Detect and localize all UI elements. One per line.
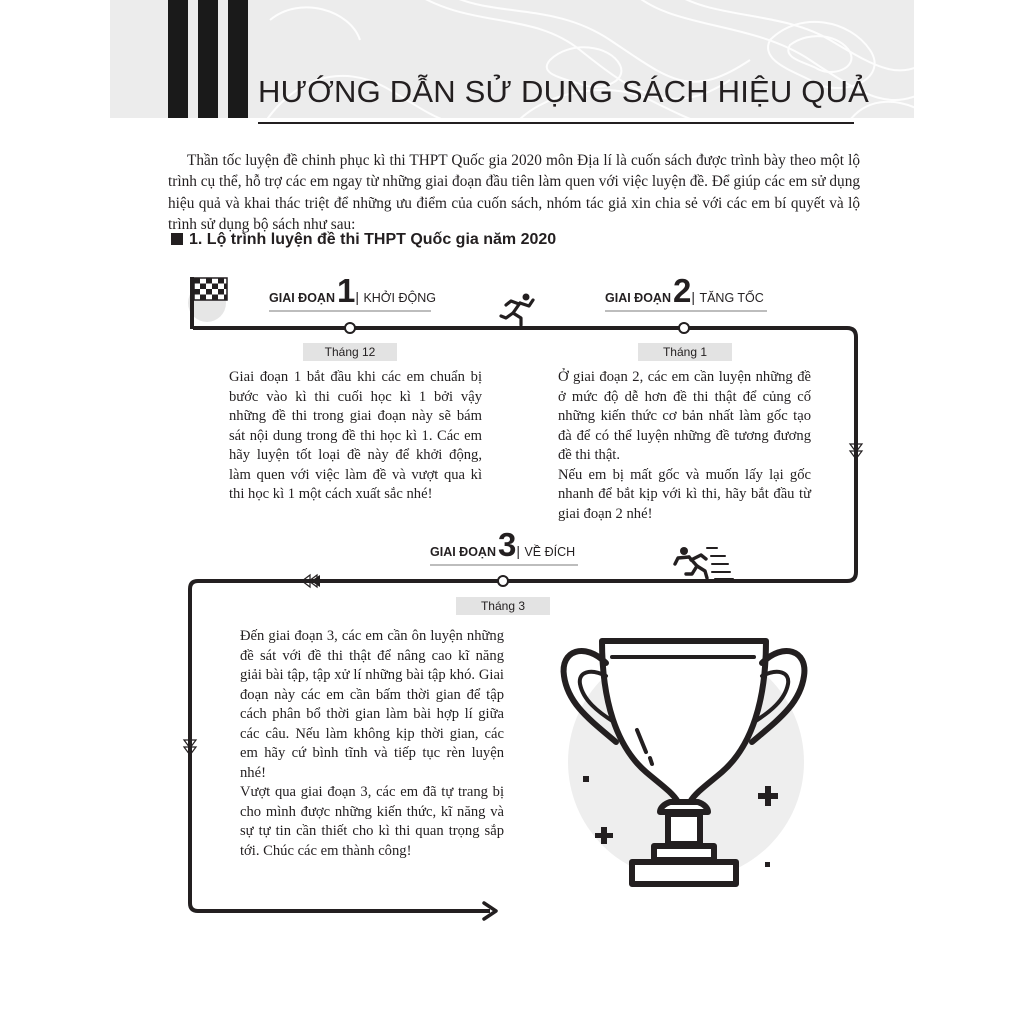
speed-lines-icon	[707, 548, 733, 579]
milestone-node	[345, 323, 355, 333]
sprinter-icon	[675, 547, 707, 578]
stage-name: KHỞI ĐỘNG	[363, 291, 436, 305]
stage-paragraph: Giai đoạn 1 bắt đầu khi các em chuẩn bị bước vào kì thi cuối học kì 1 bởi vậy những đề thi trong giai đoạn này sẽ bám sát nội dung trong đề thi học kì 1. Các em hãy luyện tốt loại đề này để khởi động, làm quen với việc làm đề và vượt qua kì thi học kì 1 một cách xuất sắc nhé!	[229, 369, 482, 502]
stage-label: GIAI ĐOẠN	[605, 291, 671, 305]
month-tag: Tháng 12	[303, 343, 397, 361]
stage-name: TĂNG TỐC	[699, 291, 764, 305]
page-title: HƯỚNG DẪN SỬ DỤNG SÁCH HIỆU QUẢ	[258, 74, 870, 109]
month-tag: Tháng 1	[638, 343, 732, 361]
stage-label: GIAI ĐOẠN	[430, 545, 496, 559]
stage-paragraph: Ở giai đoạn 2, các em cần luyện những đề ở mức độ dễ hơn đề thi thật để củng cố những kiến thức cơ bản nhất làm gốc tạo đà để có thể luyện những đề tương đương đề thi thật.	[558, 369, 811, 463]
stage-underline	[430, 564, 578, 566]
stage-3-description	[240, 627, 504, 861]
runner-icon	[501, 294, 533, 326]
stage-separator: |	[691, 289, 695, 305]
stage-number: 1	[336, 272, 356, 309]
stage-underline	[269, 310, 431, 312]
milestone-node	[498, 576, 508, 586]
stage-label: GIAI ĐOẠN	[269, 291, 335, 305]
stage-paragraph: Nếu em bị mất gốc và muốn lấy lại gốc nhanh để bắt kịp với kì thi, hãy bắt đầu từ giai đoạn 2 nhé!	[558, 466, 811, 522]
stage-paragraph: Vượt qua giai đoạn 3, các em đã tự trang bị cho mình được những kiến thức, kĩ năng và sự tự tin cần thiết cho kì thi quan trọng sắp tới. Chúc các em thành công!	[240, 784, 504, 859]
stage-number: 2	[672, 272, 692, 309]
stage-3-header	[430, 526, 576, 563]
stage-2-description	[558, 368, 811, 524]
stage-separator: |	[355, 289, 359, 305]
stage-paragraph: Đến giai đoạn 3, các em cần ôn luyện những đề sát với đề thi thật để nâng cao kĩ năng giải bài tập, tập xử lí những bài tập khó. Giai đoạn này các em cần bấm thời gian để tập cách phân bổ thời gian làm bài hợp lí giữa các câu. Nếu làm không kịp thời gian, các em hãy cứ bình tĩnh và tiếp tục rèn luyện nhé!	[240, 628, 504, 781]
stage-1-description	[229, 368, 482, 505]
intro-paragraph: Thần tốc luyện đề chinh phục kì thi THPT Quốc gia 2020 môn Địa lí là cuốn sách được trình bày theo một lộ trình cụ thể, hỗ trợ các em ngay từ những giai đoạn đầu tiên làm quen với việc luyện đề. Để giúp các em sử dụng hiệu quả và khai thác triệt để những ưu điểm của cuốn sách, nhóm tác giả xin chia sẻ với các em bí quyết và lộ trình sử dụng bộ sách như sau:	[168, 152, 860, 233]
stage-number: 3	[497, 526, 517, 563]
stage-separator: |	[516, 543, 520, 559]
stage-name: VỀ ĐÍCH	[524, 545, 576, 559]
checkered-flag-icon	[188, 277, 227, 329]
section-heading-text: 1. Lộ trình luyện đề thi THPT Quốc gia năm 2020	[189, 231, 557, 248]
stage-2-header	[605, 272, 764, 309]
milestone-node	[679, 323, 689, 333]
stage-1-header	[269, 272, 436, 309]
month-tag: Tháng 3	[456, 597, 550, 615]
stage-underline	[605, 310, 767, 312]
